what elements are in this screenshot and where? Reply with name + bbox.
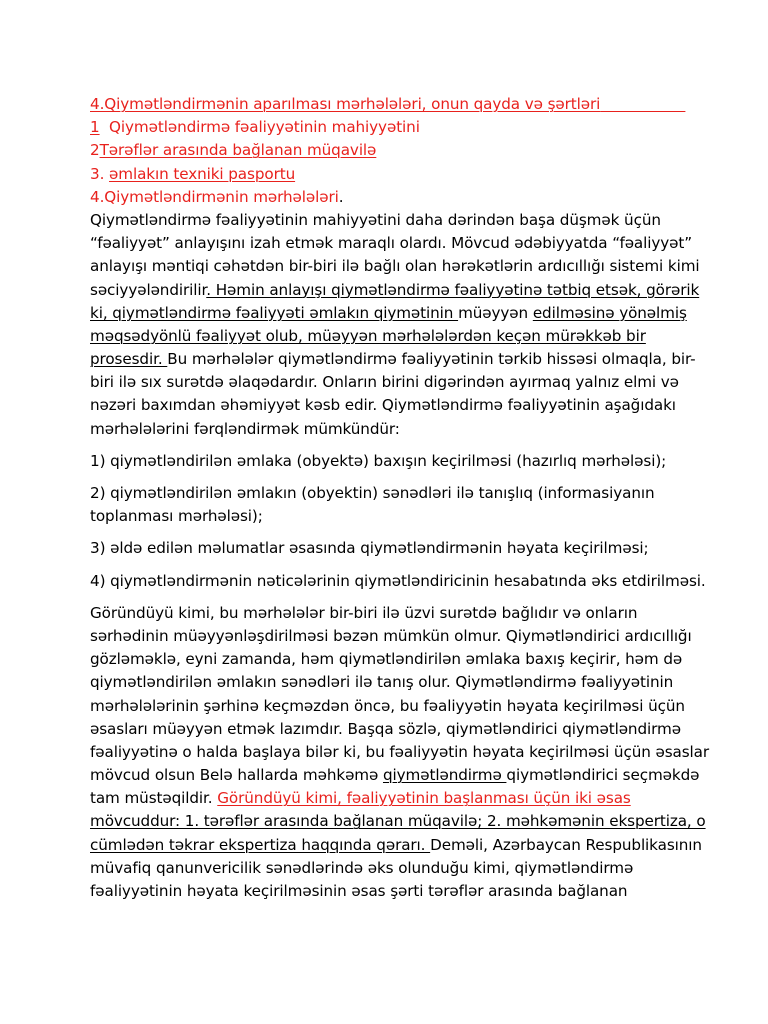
stage-item: 2) qiymətləndirilən əmlakın (obyektin) sənədləri ilə tanışlıq (informasiyanın	[90, 484, 655, 502]
p2-line: əsasları müəyyən etmək lazımdır. Başqa sözlə, qiymətləndirici qiymətləndirmə	[90, 719, 681, 738]
heading-4: 4.Qiymətləndirmənin mərhələləri.	[90, 187, 344, 206]
spacer	[90, 528, 690, 537]
heading-2	[90, 139, 690, 162]
p2-line: müvafiq qanunvericilik sənədlərində əks olunduğu kimi, qiymətləndirmə	[90, 858, 634, 877]
heading-1-number: 1	[90, 118, 100, 137]
heading-3-number: 3.	[90, 164, 110, 183]
stage-item: 3) əldə edilən məlumatlar əsasında qiymətləndirmənin həyata keçirilməsi;	[90, 539, 649, 558]
p1-line: mərhələlərini fərqləndirmək mümkündür:	[90, 419, 400, 438]
spacer	[90, 441, 690, 450]
heading-1-text: Qiymətləndirmə fəaliyyətinin mahiyyətini	[109, 118, 420, 137]
p2-line	[90, 787, 690, 810]
p2-line: sərhədinin müəyyənləşdirilməsi bəzən mümkün olmur. Qiymətləndirici ardıcıllığı	[90, 626, 692, 645]
p1-segment: müəyyən	[458, 303, 533, 322]
spacer	[90, 593, 690, 602]
p1-underlined-segment: prosesdir.	[90, 350, 168, 369]
p2-line: fəaliyyətinə o halda başlaya bilər ki, bu fəaliyyətin həyata keçirilməsi üçün əsaslar	[90, 742, 710, 761]
p2-underlined-segment: qiymətləndirmə	[382, 766, 507, 785]
p1-line: Qiymətləndirmə fəaliyyətinin mahiyyətini daha dərindən başa düşmək üçün	[90, 210, 661, 229]
p1-underlined-segment: məqsədyönlü fəaliyyət olub, müəyyən mərhələlərdən keçən mürəkkəb bir	[90, 326, 646, 345]
heading-main-text: 4.Qiymətləndirmənin aparılması mərhələləri, onun qayda və şərtləri	[90, 95, 601, 113]
paragraph-1	[90, 209, 700, 441]
heading-main-underline-tail	[600, 95, 685, 113]
heading-1	[90, 116, 690, 139]
p1-segment: səciyyələndirilir	[90, 280, 207, 299]
stage-item: 4) qiymətləndirmənin nəticələrinin qiymətləndiricinin hesabatında əks etdirilməsi.	[90, 571, 706, 590]
p1-line: anlayışı məntiqi cəhətdən bir-biri ilə bağlı olan hərəkətlərin ardıcıllığı sistemi kimi	[90, 257, 700, 276]
stage-item-continuation: toplanması mərhələsi);	[90, 507, 263, 526]
heading-3	[90, 163, 690, 186]
heading-3-text: əmlakın texniki pasportu	[109, 164, 296, 183]
p2-line	[90, 764, 700, 787]
p1-line	[90, 279, 700, 302]
p2-line: mərhələlərinin şərhinə keçməzdən öncə, bu fəaliyyətin həyata keçirilməsi üçün	[90, 696, 685, 715]
heading-4-text: 4.Qiymətləndirmənin mərhələləri	[90, 187, 339, 206]
p1-underlined-segment: . Həmin anlayışı qiymətləndirmə fəaliyyətinə tətbiq etsək, görərik	[206, 280, 700, 299]
heading-main	[90, 93, 690, 116]
heading-2-number: 2	[90, 141, 100, 160]
p2-red-underlined-segment: Göründüyü kimi, fəaliyyətinin başlanması üçün iki əsas	[217, 789, 631, 808]
p2-line: gözləməklə, eyni zamanda, həm qiymətləndirilən əmlaka baxış keçirir, həm də	[90, 650, 683, 669]
p2-line	[90, 834, 702, 857]
p1-line	[90, 302, 690, 325]
p1-underlined-segment: edilməsinə yönəlmiş	[532, 303, 687, 322]
p1-line	[90, 325, 690, 348]
p1-line: “fəaliyyət” anlayışını izah etmək maraqlı olardı. Mövcud ədəbiyyatda “fəaliyyət”	[90, 234, 693, 253]
p2-segment: qiymətləndirici seçməkdə	[506, 766, 700, 785]
p2-underlined-segment: cümlədən təkrar ekspertiza haqqında qərarı.	[90, 835, 431, 854]
p1-underlined-segment: ki, qiymətləndirmə fəaliyyəti əmlakın qiymətinin	[90, 303, 459, 322]
stage-item: 1) qiymətləndirilən əmlaka (obyektə) baxışın keçirilməsi (hazırlıq mərhələsi);	[90, 451, 667, 470]
paragraph-2	[90, 602, 710, 903]
p1-line	[90, 348, 696, 371]
document-page	[90, 93, 710, 903]
p2-line	[90, 810, 706, 833]
p2-segment: Deməli, Azərbaycan Respublikasının	[430, 835, 702, 854]
p2-segment: tam müstəqildir.	[90, 789, 218, 808]
p2-line: fəaliyyətinin həyata keçirilməsinin əsas şərti tərəflər arasında bağlanan	[90, 882, 628, 900]
heading-2-text: Tərəflər arasında bağlanan müqavilə	[99, 141, 377, 160]
p2-line: qiymətləndirilən əmlakın sənədləri ilə tanış olur. Qiymətləndirmə fəaliyyətinin	[90, 673, 674, 692]
p2-line: Göründüyü kimi, bu mərhələlər bir-biri ilə üzvi surətdə bağlıdır və onların	[90, 603, 638, 622]
p2-underlined-segment: mövcuddur: 1. tərəflər arasında bağlanan müqavilə; 2. məhkəmənin ekspertiza, o	[90, 812, 706, 831]
spacer	[90, 561, 690, 570]
spacer	[90, 473, 690, 482]
p1-line: biri ilə sıx surətdə əlaqədardır. Onların birini digərindən ayırmaq yalnız elmi və	[90, 373, 679, 392]
p1-segment: Bu mərhələlər qiymətləndirmə fəaliyyətinin tərkib hissəsi olmaqla, bir-	[167, 350, 696, 369]
p1-line: nəzəri baxımdan əhəmiyyət kəsb edir. Qiymətləndirmə fəaliyyətinin aşağıdakı	[90, 396, 676, 415]
p2-segment: mövcud olsun Belə hallarda məhkəmə	[90, 766, 383, 785]
